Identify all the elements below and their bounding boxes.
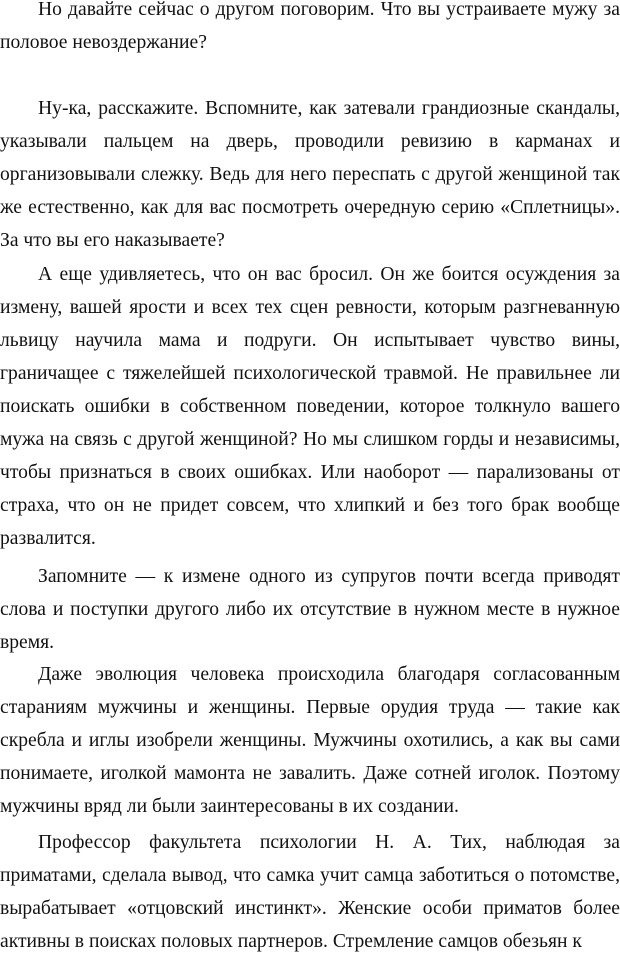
paragraph-1: Но давайте сейчас о другом поговорим. Что вы устраиваете мужу за половое невоздержание? [0, 0, 620, 53]
paragraph-2: Ну-ка, расскажите. Вспомните, как затевали грандиозные скандалы, указывали пальцем на дверь, проводили ревизию в карманах и организовывали слежку. Ведь для него переспать с другой женщиной так же естественно, как для вас посмотреть очередную серию «Сплетницы». За что вы его наказываете? [0, 98, 620, 251]
paragraph-5: Даже эволюция человека происходила благодаря согласованным стараниям мужчины и женщины. Первые орудия труда — такие как скребла и иглы изобрели женщины. Мужчины охотились, а как вы сами понимаете, иголкой мамонта не завалить. Даже сотней иголок. Поэтому мужчины вряд ли были заинтересованы в их создании. [0, 664, 620, 817]
paragraph-3: А еще удивляетесь, что он вас бросил. Он же боится осуждения за измену, вашей ярости и всех тех сцен ревности, которым разгневанную львицу научила мама и подруги. Он испытывает чувство вины, граничащее с тяжелейшей психологической травмой. Не правильнее ли поискать ошибки в собственном поведении, которое толкнуло вашего мужа на связь с другой женщиной? Но мы слишком горды и независимы, чтобы признаться в своих ошибках. Или наоборот — парализованы от страха, что он не придет совсем, что хлипкий и без того брак вообще развалится. [0, 264, 620, 549]
paragraph-6: Профессор факультета психологии Н. А. Тих, наблюдая за приматами, сделала вывод, что самка учит самца заботиться о потомстве, вырабатывает «отцовский инстинкт». Женские особи приматов более активны в поисках половых партнеров. Стремление самцов обезьян к [0, 832, 620, 952]
paragraph-4: Запомните — к измене одного из супругов почти всегда приводят слова и поступки другого либо их отсутствие в нужном месте в нужное время. [0, 566, 620, 653]
